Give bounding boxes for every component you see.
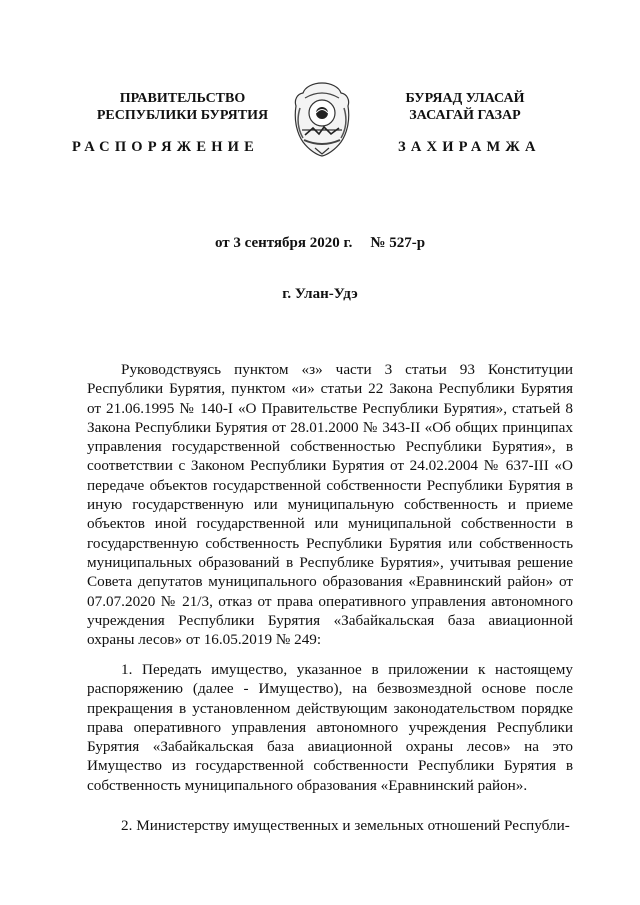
- order-city: г. Улан-Удэ: [282, 286, 358, 302]
- item-2-paragraph: 2. Министерству имущественных и земельных отношений Республи-: [121, 817, 570, 834]
- issuer-russian: [95, 90, 270, 124]
- issuer-russian-line2: РЕСПУБЛИКИ БУРЯТИЯ: [96, 108, 269, 123]
- issuer-russian-line1: ПРАВИТЕЛЬСТВО: [119, 91, 246, 106]
- preamble-paragraph: Руководствуясь пунктом «з» части 3 статьи 93 Конституции Республики Бурятия, пунктом «и» статьи 22 Закона Республики Бурятия от 21.06.1995 № 140-I «О Правительстве Республики Бурятия», статьей 8 Закона Республики Бурятия от 28.01.2000 № 343-II «Об общих принципах управления государственной собственностью Республики Бурятия», в соответствии с Законом Республики Бурятия от 24.02.2004 № 637-III «О передаче объектов государственной собственности Республики Бурятия в иную государственную или муниципальную собственность и приеме объектов иной государственной или муниципальной собственности в государственную собственность Республики Бурятия или собственность муниципальных образований в Республике Бурятия», учитывая решение Совета депутатов муниципального образования «Еравнинский район» от 07.07.2020 № 21/3, отказ от права оперативного управления автономного учреждения Республики Бурятия «Забайкальская база авиационной охраны лесов» от 16.05.2019 № 249:: [87, 361, 573, 649]
- item-1-paragraph: 1. Передать имущество, указанное в приложении к настоящему распоряжению (далее - Имущество), на безвозмездной основе после прекращения в установленном действующим законодательством порядке права оперативного управления автономного учреждения Республики Бурятия «Забайкальская база авиационной охраны лесов» на это Имущество из государственной собственности Республики Бурятия в собственность муниципального образования «Еравнинский район».: [87, 661, 573, 794]
- document-type-russian: РАСПОРЯЖЕНИЕ: [72, 139, 260, 155]
- buryatia-coat-of-arms-icon: [291, 80, 353, 158]
- order-date-line: [0, 235, 640, 252]
- order-number: № 527-р: [370, 235, 426, 251]
- order-date: от 3 сентября 2020 г.: [214, 235, 353, 251]
- issuer-buryat-line1: БУРЯАД УЛАСАЙ: [405, 91, 525, 106]
- issuer-buryat-line2: ЗАСАГАЙ ГАЗАР: [409, 108, 521, 123]
- document-type-buryat: ЗАХИРАМЖА: [398, 139, 541, 155]
- issuer-buryat: [385, 90, 545, 124]
